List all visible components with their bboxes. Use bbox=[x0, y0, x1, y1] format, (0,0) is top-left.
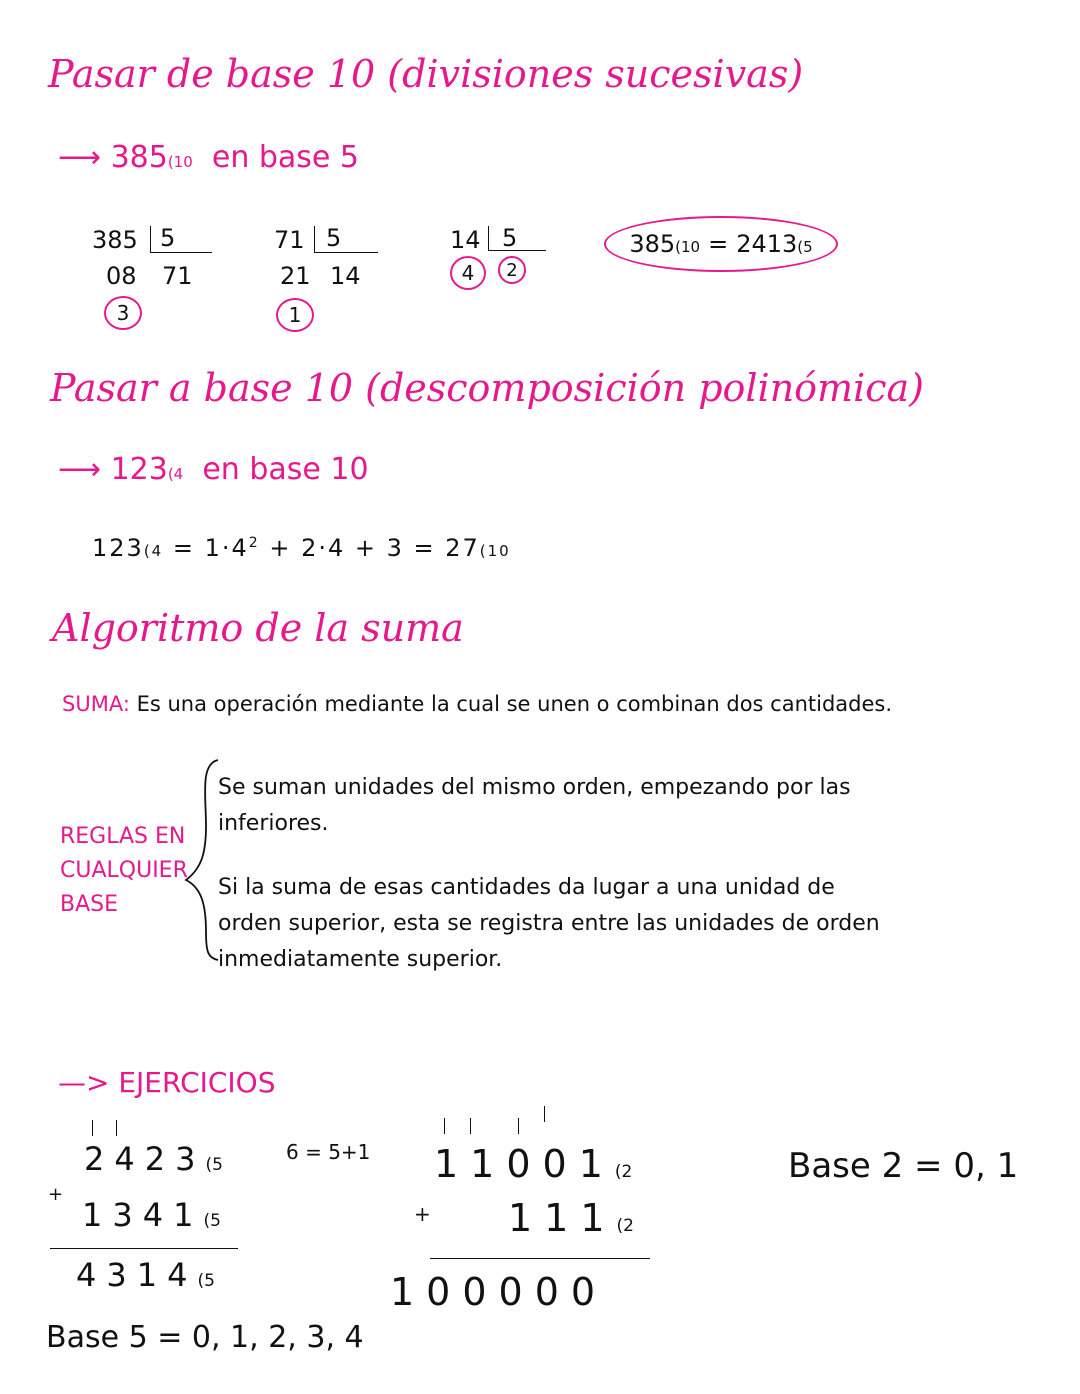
rule-1 bbox=[218, 770, 851, 842]
ex2-row1 bbox=[434, 1142, 632, 1186]
rule-2 bbox=[218, 870, 880, 978]
section2-prompt bbox=[58, 452, 369, 487]
prompt-text: en base 5 bbox=[211, 140, 360, 175]
carry-mark bbox=[518, 1118, 519, 1134]
eq-main-base: (4 bbox=[143, 542, 164, 560]
result-left-base: (10 bbox=[675, 238, 701, 256]
div2-bracket-h bbox=[314, 252, 378, 253]
carry-mark bbox=[444, 1118, 445, 1134]
ex1-row2-digits: 1341 bbox=[82, 1196, 204, 1234]
prompt-number: 385 bbox=[110, 140, 168, 175]
prompt-number: 123 bbox=[110, 452, 168, 487]
section3-title: Algoritmo de la suma bbox=[52, 606, 464, 650]
result-right: 2413 bbox=[736, 230, 798, 258]
ex2-row2-digits: 111 bbox=[508, 1196, 617, 1240]
ex1-note: 6 = 5+1 bbox=[286, 1140, 371, 1164]
rule2-line2: orden superior, esta se registra entre las unidades de orden bbox=[218, 911, 880, 936]
ex1-plus: + bbox=[48, 1184, 64, 1205]
rules-label bbox=[60, 820, 188, 922]
ex2-result: 100000 bbox=[390, 1270, 608, 1314]
ex2-digits-note: Base 2 = 0, 1 bbox=[788, 1146, 1019, 1186]
rules-label-line3: BASE bbox=[60, 892, 119, 917]
ex2-sum-line bbox=[430, 1258, 650, 1259]
ex1-row2-base: (5 bbox=[203, 1211, 221, 1231]
div2-dividend: 71 bbox=[274, 226, 305, 254]
prompt-base: (10 bbox=[167, 153, 193, 171]
ex2-row1-digits: 11001 bbox=[434, 1142, 615, 1186]
section1-title: Pasar de base 10 (divisiones sucesivas) bbox=[48, 52, 804, 96]
prompt-text: en base 10 bbox=[202, 452, 369, 487]
carry-mark bbox=[92, 1120, 93, 1136]
div2-divisor: 5 bbox=[326, 224, 342, 252]
section1-prompt bbox=[58, 140, 359, 175]
rule2-line1: Si la suma de esas cantidades da lugar a una unidad de bbox=[218, 875, 835, 900]
ex2-row2 bbox=[508, 1196, 634, 1240]
div3-bracket-v bbox=[488, 226, 489, 250]
div2-quotient: 14 bbox=[330, 262, 361, 290]
div2-bracket-v bbox=[314, 226, 315, 252]
result-left: 385 bbox=[629, 230, 676, 258]
definition-text: Es una operación mediante la cual se unen o combinan dos cantidades. bbox=[136, 692, 893, 716]
div3-quotient: 2 bbox=[506, 259, 518, 281]
div3-remainder-circle bbox=[450, 256, 486, 290]
div1-remainder: 3 bbox=[116, 301, 130, 325]
eq-result-base: (10 bbox=[479, 542, 511, 560]
div1-bracket-h bbox=[150, 252, 212, 253]
div3-quotient-circle bbox=[498, 256, 526, 284]
div1-bracket-v bbox=[150, 226, 151, 252]
rules-label-line1: REGLAS EN bbox=[60, 824, 186, 849]
result-eq: = bbox=[708, 230, 729, 258]
ex1-row1 bbox=[84, 1140, 223, 1178]
div1-quotient: 71 bbox=[162, 262, 193, 290]
rule2-line3: inmediatamente superior. bbox=[218, 947, 503, 972]
ex1-row2 bbox=[82, 1196, 221, 1234]
carry-mark bbox=[470, 1118, 471, 1134]
prompt-base: (4 bbox=[167, 465, 184, 483]
ex1-row1-digits: 2423 bbox=[84, 1140, 206, 1178]
section2-title: Pasar a base 10 (descomposición polinómica) bbox=[50, 366, 924, 410]
div2-partial: 21 bbox=[280, 262, 311, 290]
eq-exp: 2 bbox=[248, 535, 260, 551]
div1-dividend: 385 bbox=[92, 226, 138, 254]
ex2-row2-base: (2 bbox=[616, 1216, 634, 1236]
ex1-result-base: (5 bbox=[197, 1271, 215, 1291]
carry-mark bbox=[544, 1106, 545, 1122]
ex2-plus: + bbox=[414, 1202, 431, 1226]
div2-remainder: 1 bbox=[288, 303, 302, 327]
carry-mark bbox=[116, 1120, 117, 1136]
rule1-line2: inferiores. bbox=[218, 811, 329, 836]
arrow-icon: ⟶ bbox=[58, 452, 102, 487]
div3-divisor: 5 bbox=[502, 224, 518, 252]
div1-partial: 08 bbox=[106, 262, 137, 290]
ex1-digits-note: Base 5 = 0, 1, 2, 3, 4 bbox=[46, 1320, 364, 1355]
ex1-result-digits: 4314 bbox=[76, 1256, 198, 1294]
sum-definition bbox=[62, 692, 892, 716]
rule1-line1: Se suman unidades del mismo orden, empezando por las bbox=[218, 775, 851, 800]
ex1-row1-base: (5 bbox=[205, 1155, 223, 1175]
exercises-heading: —> EJERCICIOS bbox=[58, 1066, 276, 1099]
polynomial-equation bbox=[92, 534, 511, 562]
curly-brace-icon bbox=[180, 756, 220, 962]
ex2-row1-base: (2 bbox=[614, 1162, 633, 1182]
div1-remainder-circle bbox=[104, 296, 142, 330]
eq-rest: + 2·4 + 3 = 27 bbox=[269, 534, 480, 562]
section1-result bbox=[604, 216, 838, 272]
definition-label: SUMA: bbox=[62, 692, 130, 716]
result-right-base: (5 bbox=[797, 238, 813, 256]
div3-dividend: 14 bbox=[450, 226, 481, 254]
div1-divisor: 5 bbox=[160, 224, 176, 252]
eq-terms: = 1·4 bbox=[172, 534, 249, 562]
div3-remainder: 4 bbox=[461, 261, 475, 285]
ex1-sum-line bbox=[50, 1248, 238, 1249]
arrow-icon: ⟶ bbox=[58, 140, 102, 175]
rules-label-line2: CUALQUIER bbox=[60, 858, 188, 883]
div2-remainder-circle bbox=[276, 298, 314, 332]
eq-main: 123 bbox=[92, 534, 144, 562]
ex1-result bbox=[76, 1256, 215, 1294]
